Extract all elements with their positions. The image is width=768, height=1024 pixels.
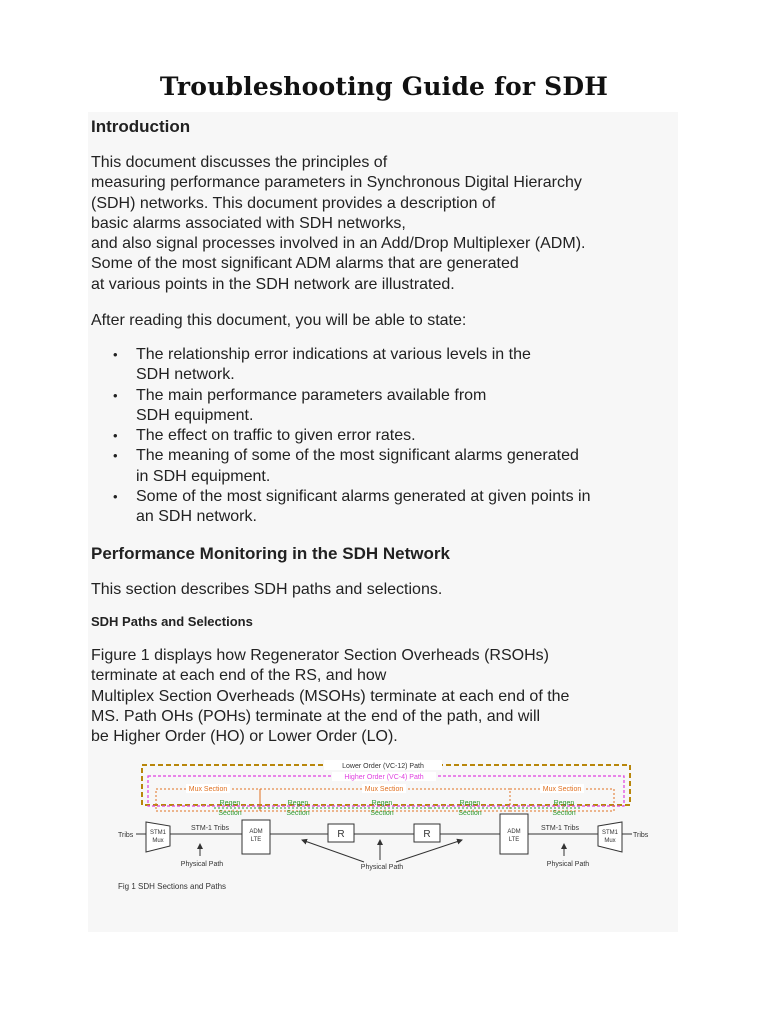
svg-text:STM1: STM1 xyxy=(149,830,167,836)
section-label: Section xyxy=(458,810,482,817)
paths-line: MS. Path OHs (POHs) terminate at the end of the path, and will xyxy=(91,707,541,725)
higher-path-label: Higher Order (VC-4) Path xyxy=(344,774,424,781)
mux-section-label: Mux Section xyxy=(542,786,582,793)
stm1-tribs-right-label: STM-1 Tribs xyxy=(540,825,580,832)
perf-paragraph: This section describes SDH paths and selections. xyxy=(91,581,443,598)
section-label: Section xyxy=(552,810,576,817)
tribs-right-label: Tribs xyxy=(633,832,649,839)
mux-section-label: Mux Section xyxy=(188,786,228,793)
intro-heading: Introduction xyxy=(91,117,191,136)
paths-line: Multiplex Section Overheads (MSOHs) terminate at each end of the xyxy=(91,687,570,705)
paths-line: Figure 1 displays how Regenerator Section Overheads (RSOHs) xyxy=(91,647,549,664)
paths-subheading: SDH Paths and Selections xyxy=(91,614,253,629)
svg-text:STM1: STM1 xyxy=(601,830,619,836)
mux-section-label: Mux Section xyxy=(364,786,404,793)
intro-line: (SDH) networks. This document provides a description of xyxy=(91,194,496,212)
paths-line: be Higher Order (HO) or Lower Order (LO). xyxy=(91,728,398,746)
stm1-tribs-left-label: STM-1 Tribs xyxy=(190,825,230,832)
list-item: • The relationship error indications at various levels in the SDH network. xyxy=(91,345,590,386)
paths-line: terminate at each end of the RS, and how xyxy=(91,667,387,685)
page-title: Troubleshooting Guide for SDH xyxy=(159,72,609,101)
regen-label: Regen xyxy=(287,800,309,807)
lower-path-label: Lower Order (VC-12) Path xyxy=(342,763,424,770)
stm1-mux-right xyxy=(598,822,622,852)
intro-line: basic alarms associated with SDH networks, xyxy=(91,214,406,232)
physical-path-label: Physical Path xyxy=(360,864,404,871)
intro-lead: After reading this document, you will be able to state: xyxy=(91,312,467,329)
intro-line: at various points in the SDH network are illustrated. xyxy=(91,275,455,293)
svg-text:LTE: LTE xyxy=(250,837,262,843)
svg-text:R: R xyxy=(423,829,431,840)
svg-text:Mux: Mux xyxy=(604,838,616,844)
physical-path-label: Physical Path xyxy=(546,861,590,868)
list-item: • The main performance parameters available from SDH equipment. xyxy=(91,386,590,427)
regen-label: Regen xyxy=(459,800,481,807)
sdh-diagram xyxy=(112,760,652,895)
figure-caption: Fig 1 SDH Sections and Paths xyxy=(118,882,227,891)
objectives-list xyxy=(91,345,590,528)
section-label: Section xyxy=(370,810,394,817)
svg-text:ADM: ADM xyxy=(249,829,263,835)
intro-paragraph xyxy=(91,153,585,295)
regen-label: Regen xyxy=(371,800,393,807)
intro-line: measuring performance parameters in Synchronous Digital Hierarchy xyxy=(91,174,582,192)
paths-paragraph xyxy=(91,646,569,747)
section-label: Section xyxy=(218,810,242,817)
list-item: • The meaning of some of the most significant alarms generated in SDH equipment. xyxy=(91,446,590,487)
stm1-mux-left xyxy=(146,822,170,852)
svg-text:ADM: ADM xyxy=(507,829,521,835)
section-label: Section xyxy=(286,810,310,817)
intro-line: Some of the most significant ADM alarms that are generated xyxy=(91,255,519,273)
intro-line: and also signal processes involved in an Add/Drop Multiplexer (ADM). xyxy=(91,235,586,253)
regen-label: Regen xyxy=(553,800,575,807)
perf-heading: Performance Monitoring in the SDH Network xyxy=(91,544,450,563)
tribs-left-label: Tribs xyxy=(118,832,134,839)
intro-line: This document discusses the principles of xyxy=(91,154,388,171)
svg-text:R: R xyxy=(337,829,345,840)
svg-text:Mux: Mux xyxy=(152,838,164,844)
svg-text:LTE: LTE xyxy=(508,837,520,843)
regen-label: Regen xyxy=(219,800,241,807)
list-item: • The effect on traffic to given error rates. xyxy=(91,426,590,446)
list-item: • Some of the most significant alarms generated at given points in an SDH network. xyxy=(91,487,590,528)
physical-path-label: Physical Path xyxy=(180,861,224,868)
